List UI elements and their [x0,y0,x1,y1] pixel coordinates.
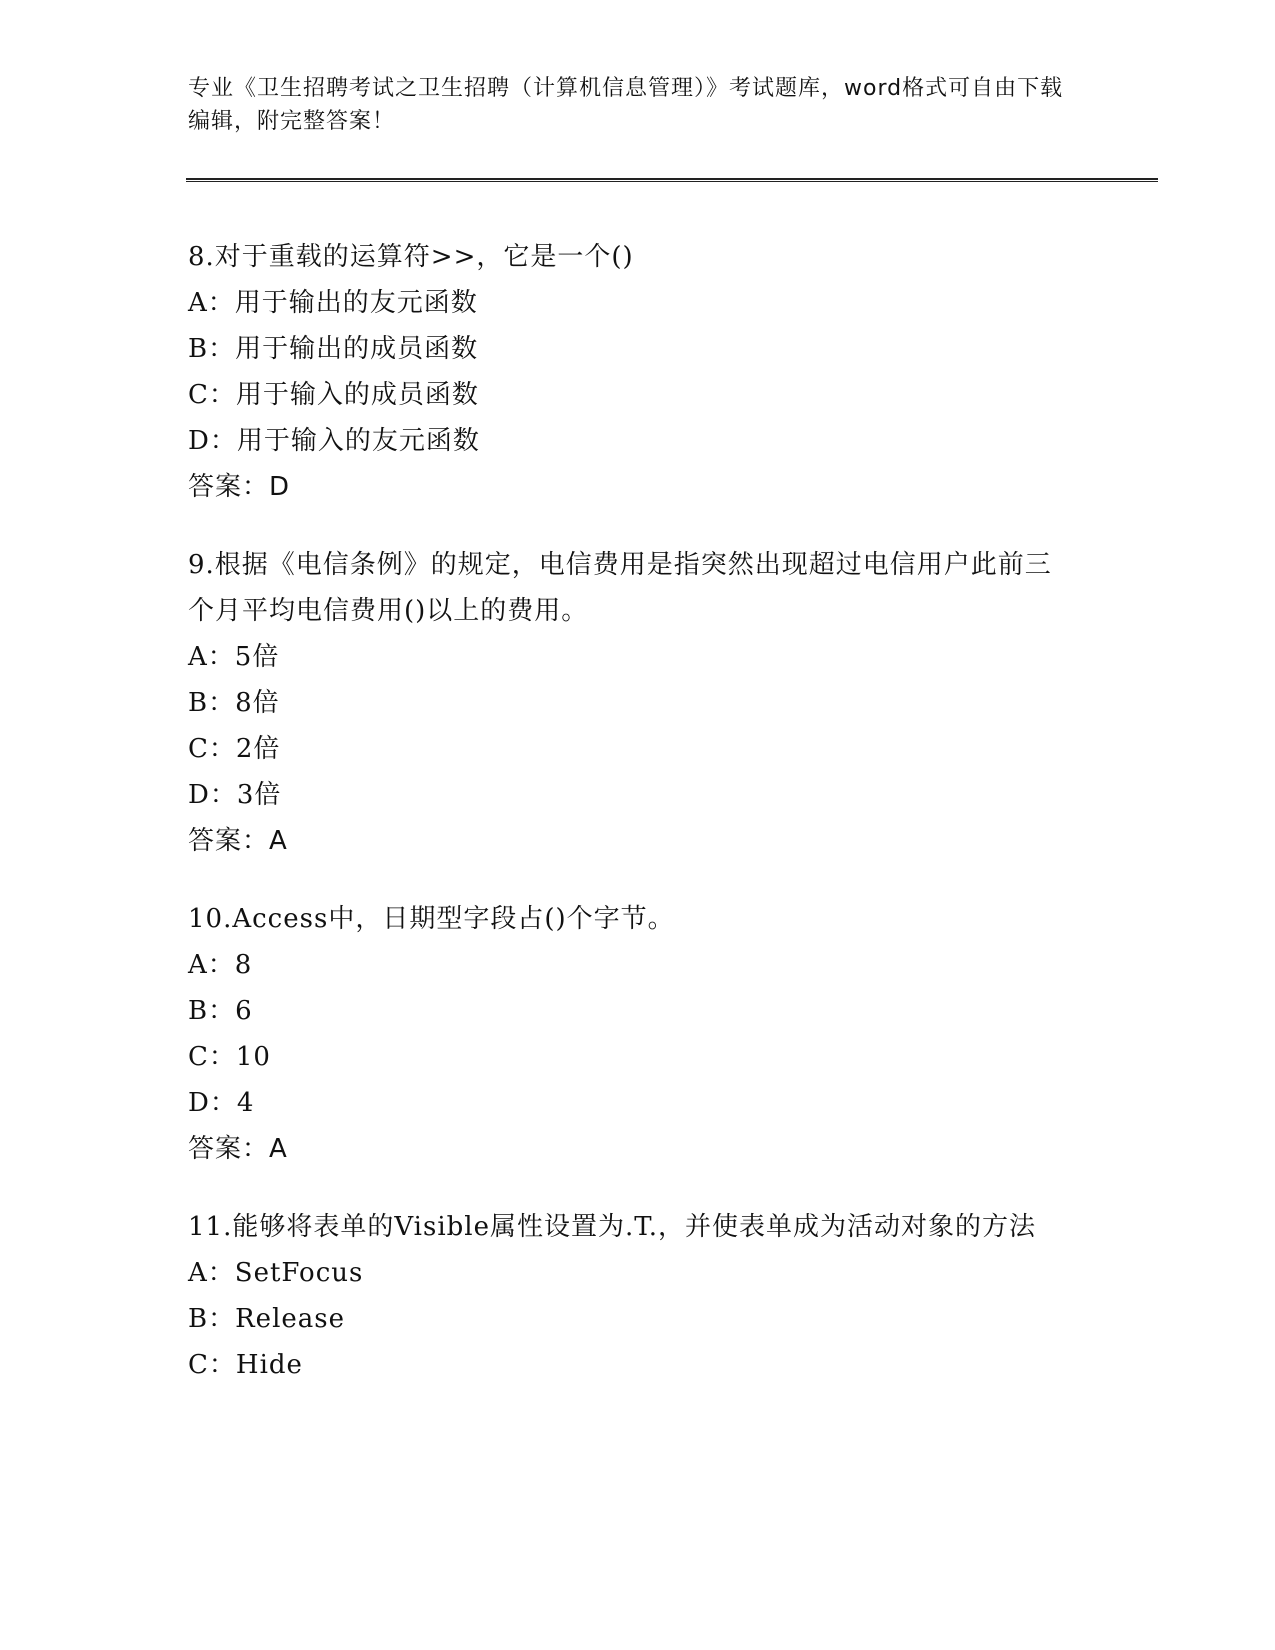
option-c: C：2倍 [188,734,281,764]
option-b: B：Release [188,1304,346,1334]
header-divider [186,178,1158,182]
answer: 答案：A [188,826,288,856]
question-stem: 8.对于重载的运算符>>，它是一个() [188,242,634,272]
question-list [188,234,1068,1420]
option-a: A：SetFocus [188,1258,364,1288]
option-c: C：用于输入的成员函数 [188,380,479,410]
answer: 答案：A [188,1134,288,1164]
option-b: B：6 [188,996,253,1026]
option-d: D：3倍 [188,780,282,810]
question-10 [188,896,1068,1172]
question-stem: 11.能够将表单的Visible属性设置为.T.，并使表单成为活动对象的方法 [188,1212,1037,1242]
answer: 答案：D [188,472,291,502]
option-d: D：用于输入的友元函数 [188,426,480,456]
option-a: A：用于输出的友元函数 [188,288,478,318]
page-header: 专业《卫生招聘考试之卫生招聘（计算机信息管理）》考试题库，word格式可自由下载编辑，附完整答案！ [188,76,1064,134]
option-a: A：8 [188,950,253,980]
option-b: B：用于输出的成员函数 [188,334,479,364]
option-c: C：10 [188,1042,271,1072]
question-stem: 10.Access中，日期型字段占()个字节。 [188,904,675,934]
option-c: C：Hide [188,1350,303,1380]
option-a: A：5倍 [188,642,280,672]
question-stem: 9.根据《电信条例》的规定，电信费用是指突然出现超过电信用户此前三个月平均电信费用()以上的费用。 [188,550,1052,626]
option-b: B：8倍 [188,688,280,718]
question-9 [188,542,1068,864]
question-11 [188,1204,1068,1388]
question-8 [188,234,1068,510]
option-d: D：4 [188,1088,255,1118]
